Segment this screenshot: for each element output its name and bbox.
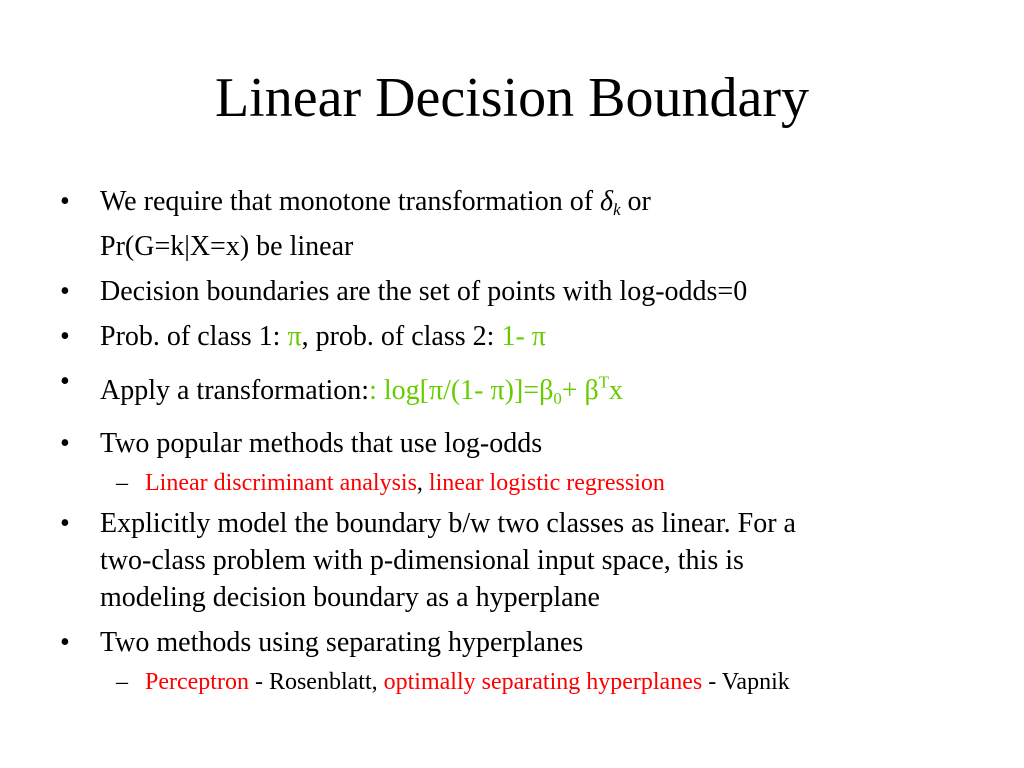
bullet-mark: • [60,427,70,459]
bullet-mark: • [60,507,70,539]
bullet-decision-boundaries [60,273,960,310]
bullet-text-line2: two-class problem with p-dimensional input space, this is [100,544,744,576]
bullet-list [60,183,960,704]
bullet-text: Decision boundaries are the set of points with log-odds=0 [100,276,748,308]
logit-formula: : log[π/(1- $\pi)]=\beta_0+ \beta^Tx$ [369,372,624,408]
delta-symbol: $\delta_k$ [600,186,621,220]
author-vapnik: - Vapnik [702,668,790,695]
bullet-text-line3: modeling decision boundary as a hyperplane [100,581,600,613]
bullet-explicit-model [60,505,960,616]
bullet-class-probabilities [60,318,960,355]
bullet-text-or: or [620,186,651,217]
bullet-mark: • [60,366,70,398]
beta-superscript-t: T [598,372,610,392]
pi-class1: π [287,321,302,353]
bullet-monotone-transformation [60,183,960,265]
bullet-mark: • [60,276,70,308]
bullet-mark: • [60,626,70,658]
bullet-text-line1: Explicitly model the boundary b/w two classes as linear. For a [100,507,796,539]
bullet-text: Two methods using separating hyperplanes [100,626,584,658]
bullet-text: Apply a transformation: [100,374,370,406]
sub-bullet-log-odds-methods [60,467,960,499]
delta-subscript-k: k [613,200,621,220]
bullet-text: Prob. of class 1: [100,321,288,353]
beta-subscript-0: 0 [553,388,562,408]
bullet-separating-hyperplanes [60,624,960,661]
sub-bullet-hyperplane-methods [60,666,960,698]
bullet-text: Two popular methods that use log-odds [100,427,543,459]
pi-class2: 1- π [501,321,546,353]
slide-title: Linear Decision Boundary [214,67,810,129]
method-lda: Linear discriminant analysis [145,469,417,496]
bullet-apply-transformation [60,363,960,417]
bullet-mark: • [60,321,70,353]
separator: , [416,469,429,496]
bullet-text-mid: , prob. of class 2: [301,321,502,353]
method-logistic-regression: linear logistic regression [428,469,665,496]
bullet-popular-methods [60,425,960,462]
method-perceptron: Perceptron [145,668,249,695]
bullet-text: We require that monotone transformation of [100,186,601,217]
bullet-text-line2: Pr(G=k|X=x) be linear [100,231,354,263]
method-optimal-hyperplanes: optimally separating hyperplanes [383,668,703,695]
sub-bullet-mark: – [116,469,128,496]
author-rosenblatt: - Rosenblatt, [248,668,384,695]
sub-bullet-mark: – [116,668,128,695]
bullet-mark: • [60,186,70,217]
